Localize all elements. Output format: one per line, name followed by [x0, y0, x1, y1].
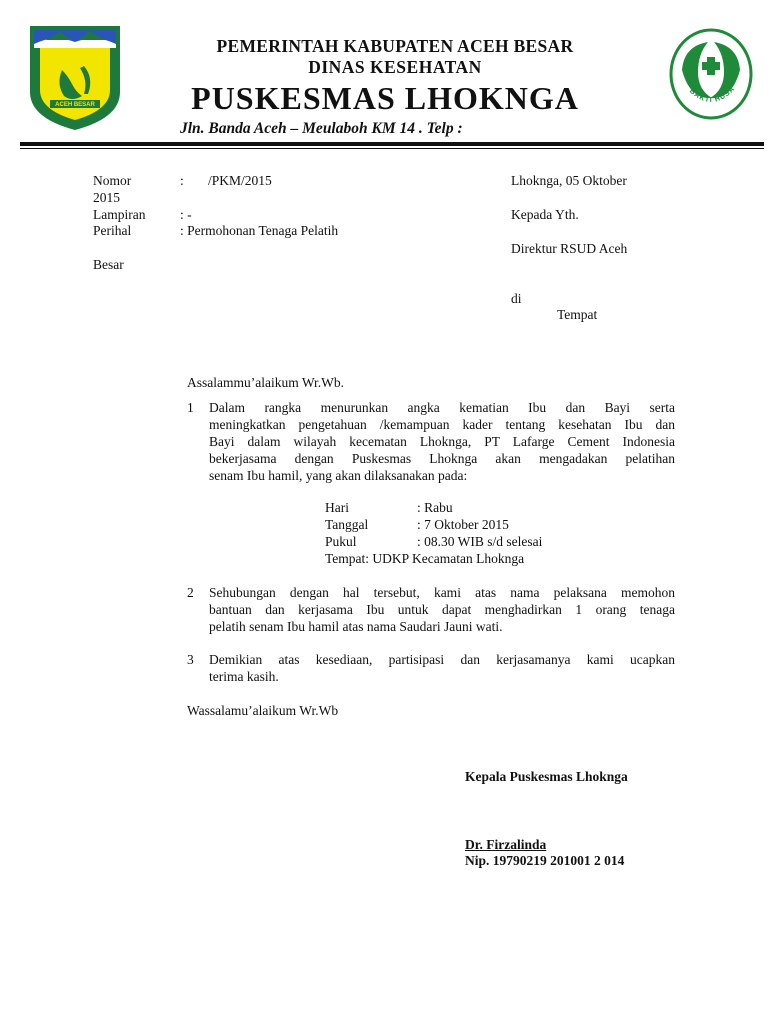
bakti-husada-logo-text: BAKTI HUSA	[687, 85, 737, 105]
recipient: Direktur RSUD Aceh	[511, 241, 628, 256]
perihal-value: : Permohonan Tenaga Pelatih	[180, 223, 339, 238]
tanggal-label: Tanggal	[325, 517, 369, 532]
header-divider-thin	[20, 148, 764, 149]
place-date: Lhoknga, 05 Oktober	[511, 173, 627, 188]
aceh-besar-logo	[26, 22, 124, 132]
tanggal-value: : 7 Oktober 2015	[417, 517, 509, 532]
item-number: 1	[187, 400, 194, 415]
paragraph-line: terima kasih.	[209, 669, 279, 684]
nomor-value: /PKM/2015	[208, 173, 272, 188]
nomor-year: 2015	[93, 190, 120, 205]
paragraph-line: Dalam rangka menurunkan angka kematian Ibu dan Bayi serta	[209, 400, 675, 415]
signature-nip: Nip. 19790219 201001 2 014	[465, 853, 625, 868]
pukul-label: Pukul	[325, 534, 357, 549]
signature-name: Dr. Firzalinda	[465, 837, 547, 852]
aceh-besar-logo-text: ACEH BESAR	[55, 102, 95, 108]
pukul-value: : 08.30 WIB s/d selesai	[417, 534, 543, 549]
paragraph-line: Bayi dalam wilayah kecematan Lhoknga, PT Lafarge Cement Indonesia	[209, 434, 675, 449]
nomor-colon: :	[180, 173, 184, 188]
nomor-label: Nomor	[93, 173, 132, 188]
signature-position: Kepala Puskesmas Lhoknga	[465, 769, 628, 784]
item-paragraph	[209, 651, 675, 685]
kepada-yth: Kepada Yth.	[511, 207, 579, 222]
header-address: Jln. Banda Aceh – Meulaboh KM 14 . Telp :	[180, 120, 463, 137]
paragraph-line: pelatih senam Ibu hamil atas nama Saudari Jauni wati.	[209, 619, 503, 634]
paragraph-line: Demikian atas kesediaan, partisipasi dan kerjasamanya kami ucapkan	[209, 652, 675, 667]
lampiran-value: : -	[180, 207, 192, 222]
paragraph-line: Sehubungan dengan hal tersebut, kami atas nama pelaksana memohon	[209, 585, 675, 600]
hari-value: : Rabu	[417, 500, 453, 515]
greeting: Assalammu’alaikum Wr.Wb.	[187, 375, 345, 390]
item-paragraph	[209, 399, 675, 484]
item-paragraph	[209, 584, 675, 635]
di-label: di	[511, 291, 522, 306]
header-department: DINAS KESEHATAN	[308, 57, 482, 77]
tempat-line: Tempat: UDKP Kecamatan Lhoknga	[325, 551, 525, 566]
paragraph-line: bantuan dan kerjasama Ibu untuk dapat menghadirkan 1 orang tenaga	[209, 602, 675, 617]
bakti-husada-logo	[668, 26, 754, 122]
header-divider-thick	[20, 142, 764, 146]
paragraph-line: senam Ibu hamil, yang akan dilaksanakan pada:	[209, 468, 468, 483]
hari-label: Hari	[325, 500, 349, 515]
recipient-continued: Besar	[93, 257, 124, 272]
item-number: 3	[187, 652, 194, 667]
paragraph-line: meningkatkan pengetahuan /kemampuan kader tentang kesehatan Ibu dan	[209, 417, 675, 432]
paragraph-line: bekerjasama dengan Puskesmas Lhoknga akan mengadakan pelatihan	[209, 451, 675, 466]
perihal-label: Perihal	[93, 223, 132, 238]
closing: Wassalamu’alaikum Wr.Wb	[187, 703, 339, 718]
tempat-label: Tempat	[557, 307, 598, 322]
header-government: PEMERINTAH KABUPATEN ACEH BESAR	[216, 36, 574, 56]
page-title: PUSKESMAS LHOKNGA	[191, 80, 579, 116]
item-number: 2	[187, 585, 194, 600]
lampiran-label: Lampiran	[93, 207, 146, 222]
